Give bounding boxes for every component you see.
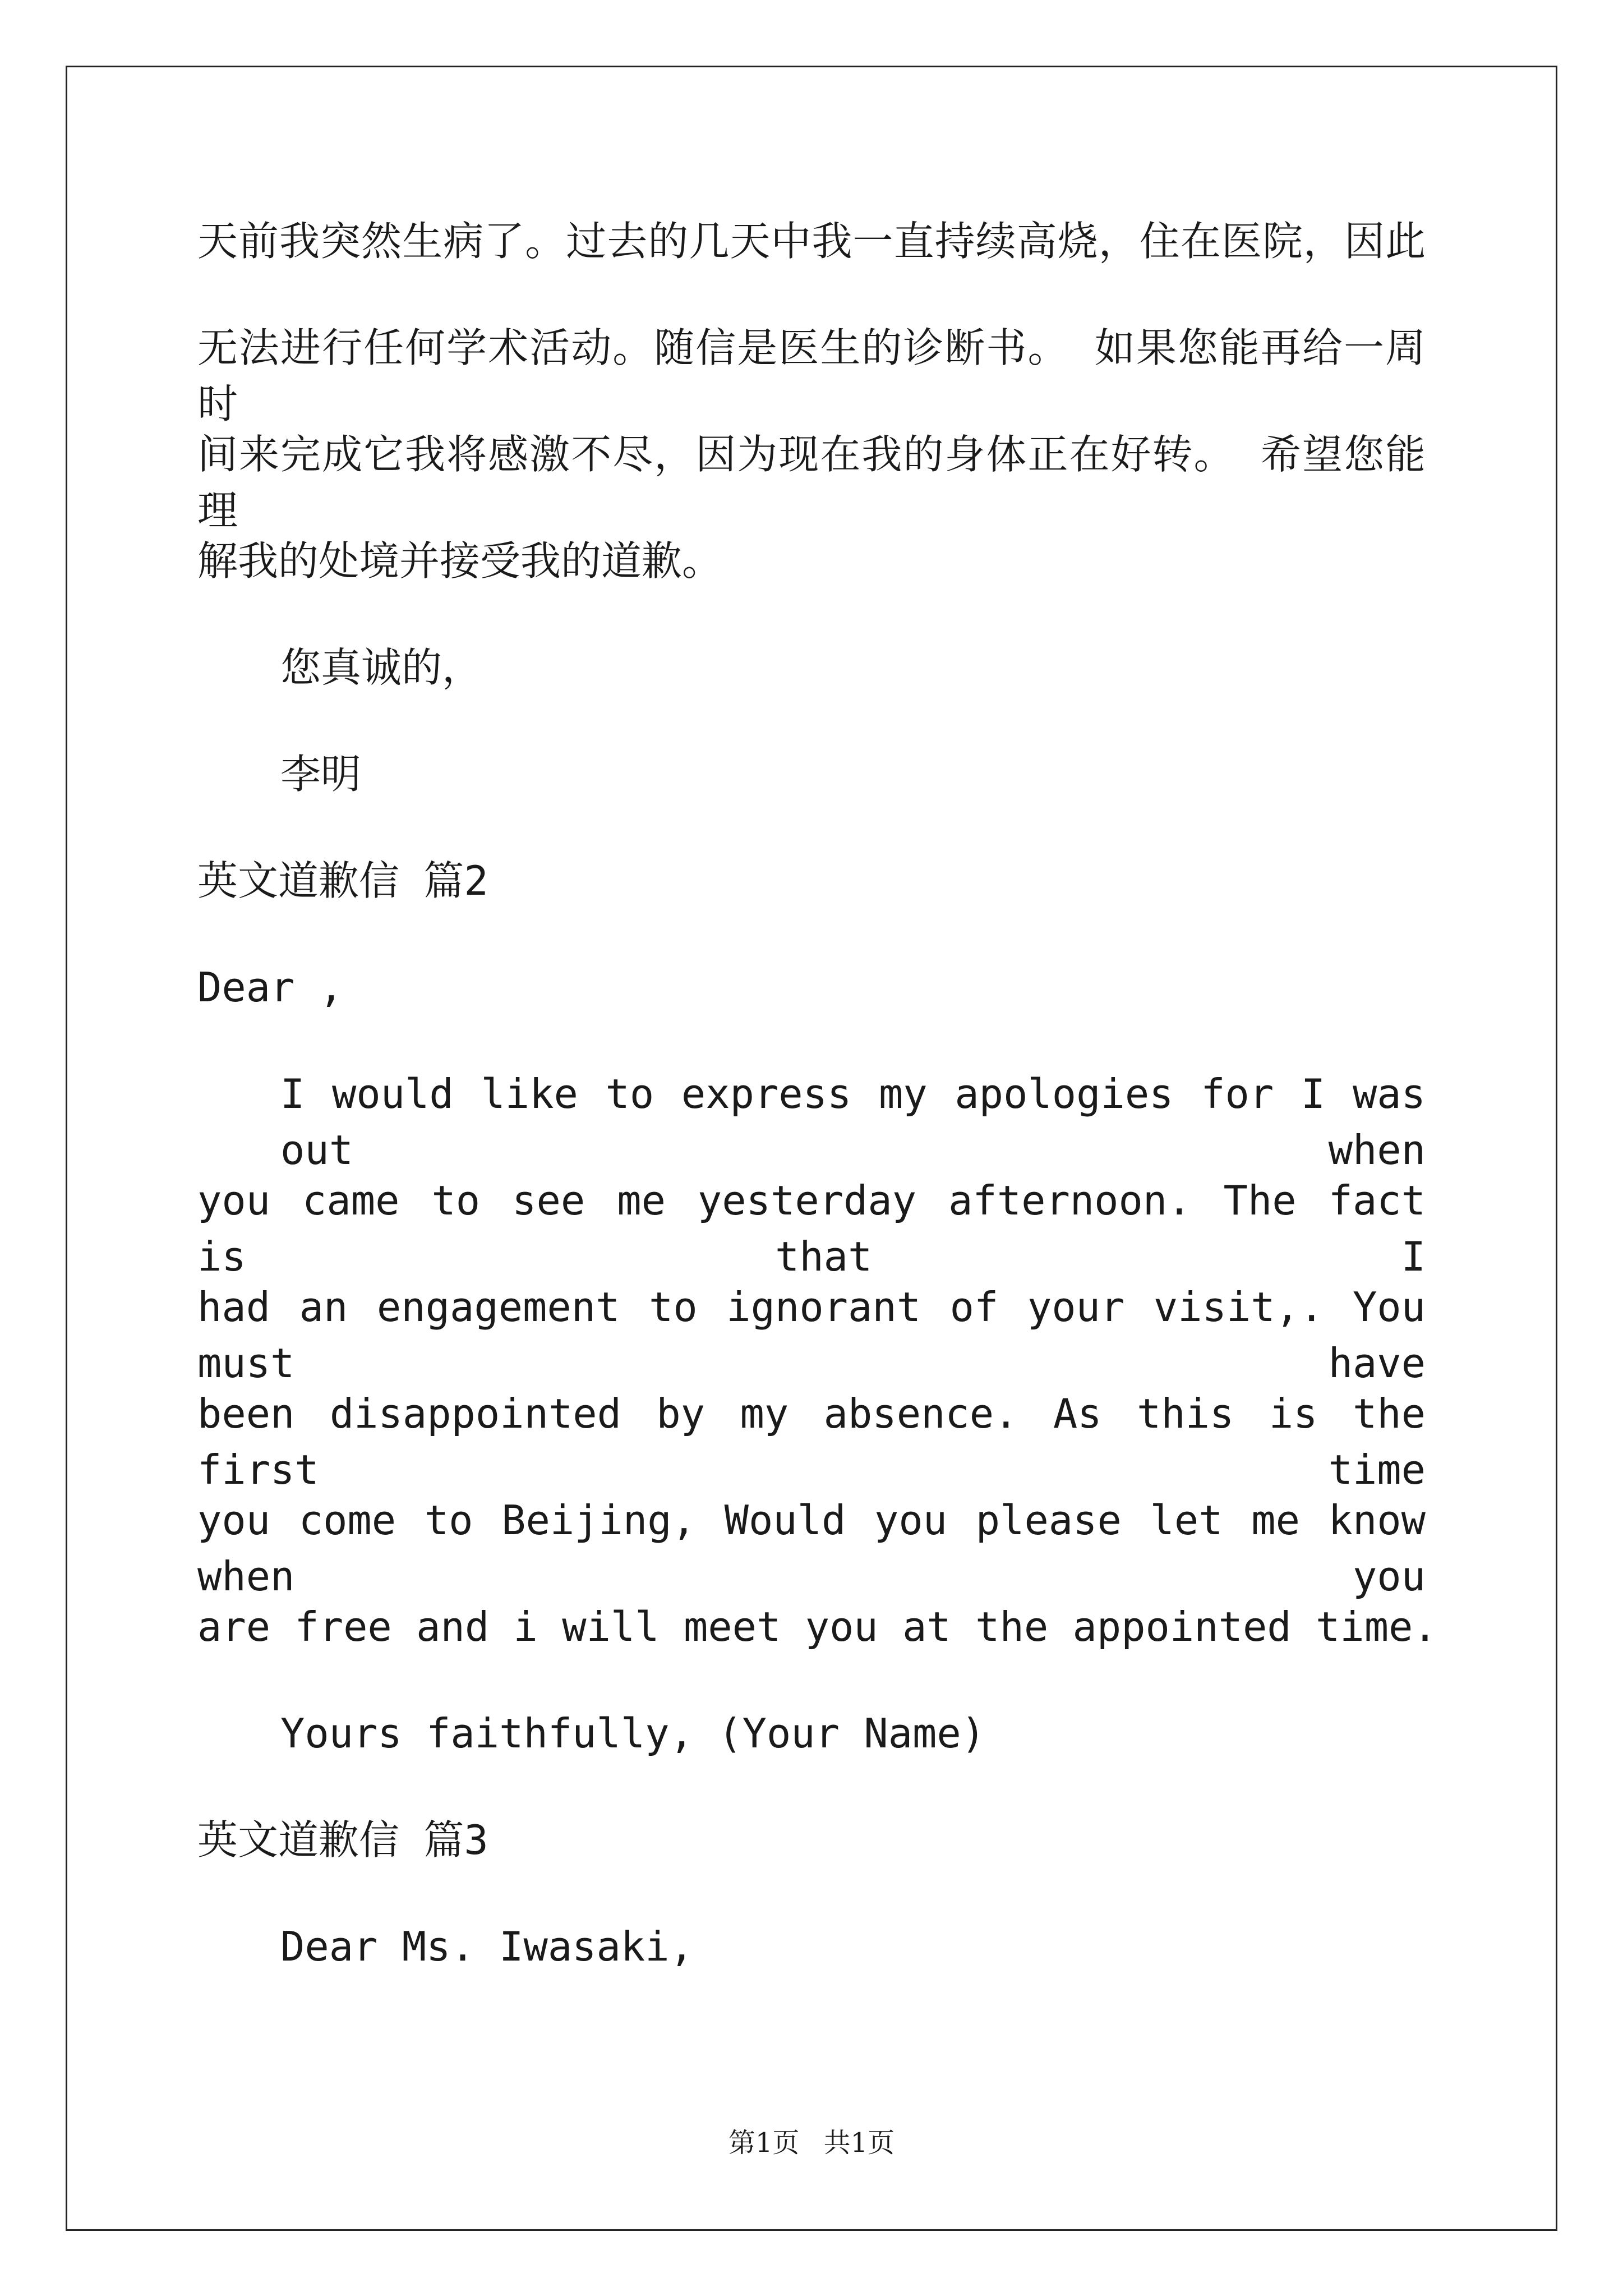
signature-name: 李明 <box>280 751 362 798</box>
paragraph-line: 天前我突然生病了。过去的几天中我一直持续高烧，住在医院，因此 <box>197 218 1426 265</box>
letter-body-line: you came to see me yesterday afternoon. The fact is that I <box>197 1177 1426 1280</box>
paragraph-line: 无法进行任何学术活动。随信是医生的诊断书。 如果您能再给一周时 <box>197 324 1426 427</box>
paragraph-line: 解我的处境并接受我的道歉。 <box>197 537 723 585</box>
letter-greeting: Dear , <box>197 964 344 1011</box>
letter-closing: Yours faithfully, (Your Name) <box>280 1710 986 1757</box>
letter-body-line: you come to Beijing, Would you please let me know when you <box>197 1497 1426 1600</box>
section-heading: 英文道歉信 篇3 <box>197 1816 488 1864</box>
letter-body-line: are free and i will meet you at the appointed time. <box>197 1603 1437 1650</box>
letter-body-line: been disappointed by my absence. As this is the first time <box>197 1390 1426 1493</box>
letter-body-line: had an engagement to ignorant of your visit,. You must have <box>197 1283 1426 1387</box>
section-heading: 英文道歉信 篇2 <box>197 857 488 904</box>
page-footer <box>0 2126 1623 2160</box>
page-number: 第1页 <box>728 2127 800 2159</box>
letter-greeting: Dear Ms. Iwasaki, <box>280 1923 694 1970</box>
paragraph-line: 间来完成它我将感激不尽，因为现在我的身体正在好转。 希望您能理 <box>197 431 1426 534</box>
closing-salutation: 您真诚的， <box>280 644 483 691</box>
letter-body-line: I would like to express my apologies for I was out when <box>280 1070 1426 1174</box>
page-total: 共1页 <box>823 2127 895 2159</box>
